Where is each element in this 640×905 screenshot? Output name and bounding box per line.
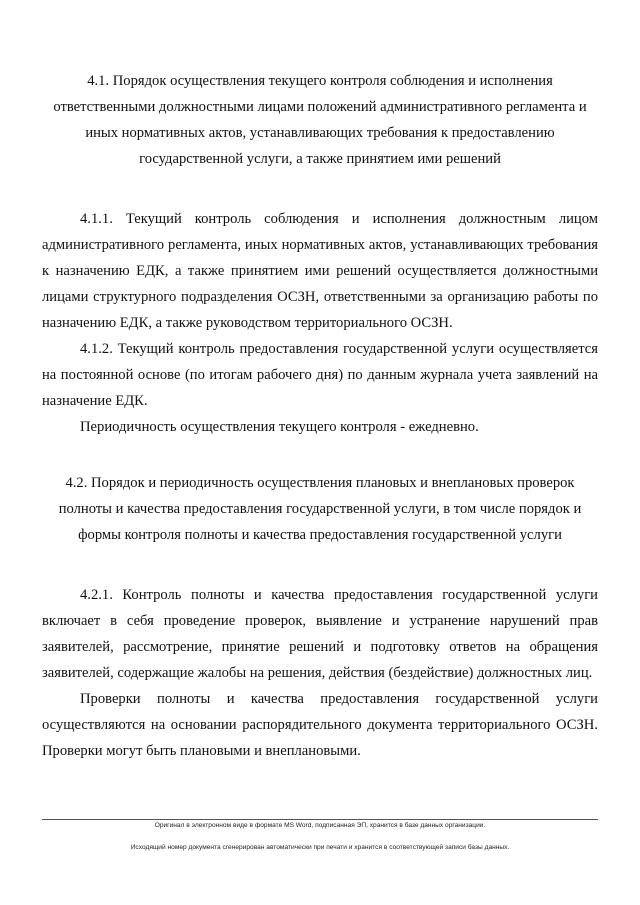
- section-4-1-heading: 4.1. Порядок осуществления текущего контроля соблюдения и исполнения ответственными должностными лицами положений административного регламента и иных нормативных актов, устанавливающих требования к предоставлению государственной услуги, а также принятием ими решений: [53, 73, 587, 167]
- paragraph-4-2-1: 4.2.1. Контроль полноты и качества предоставления государственной услуги включает в себя проведение проверок, выявление и устранение нарушений прав заявителей, рассмотрение, принятие решений и подготовку ответов на обращения заявителей, содержащие жалобы на решения, действия (бездействие) должностных лиц.: [42, 587, 598, 681]
- footer-divider: [42, 819, 598, 820]
- footer-note-original: Оригинал в электронном виде в формате MS Word, подписанная ЭП, хранится в базе данных организации.: [154, 822, 486, 829]
- document-body: [42, 68, 598, 764]
- section-4-2-heading: 4.2. Порядок и периодичность осуществления плановых и внеплановых проверок полноты и качества предоставления государственной услуги, в том числе порядок и формы контроля полноты и качества предоставления государственной услуги: [58, 475, 582, 543]
- paragraph-4-1-2: 4.1.2. Текущий контроль предоставления государственной услуги осуществляется на постоянной основе (по итогам рабочего дня) по данным журнала учета заявлений на назначение ЕДК.: [42, 341, 598, 409]
- paragraph-4-1-1: 4.1.1. Текущий контроль соблюдения и исполнения должностным лицом административного регламента, иных нормативных актов, устанавливающих требования к назначению ЕДК, а также принятием ими решений осуществляется должностными лицами структурного подразделения ОСЗН, ответственными за организацию работы по назначению ЕДК, а также руководством территориального ОСЗН.: [42, 211, 598, 331]
- footer-note-number: Исходящий номер документа сгенерирован автоматически при печати и хранится в соответствующей записи базы данных.: [130, 844, 510, 851]
- paragraph-checks: Проверки полноты и качества предоставления государственной услуги осуществляются на основании распорядительного документа территориального ОСЗН. Проверки могут быть плановыми и внеплановыми.: [42, 691, 598, 759]
- paragraph-periodicity: Периодичность осуществления текущего контроля - ежедневно.: [80, 419, 479, 435]
